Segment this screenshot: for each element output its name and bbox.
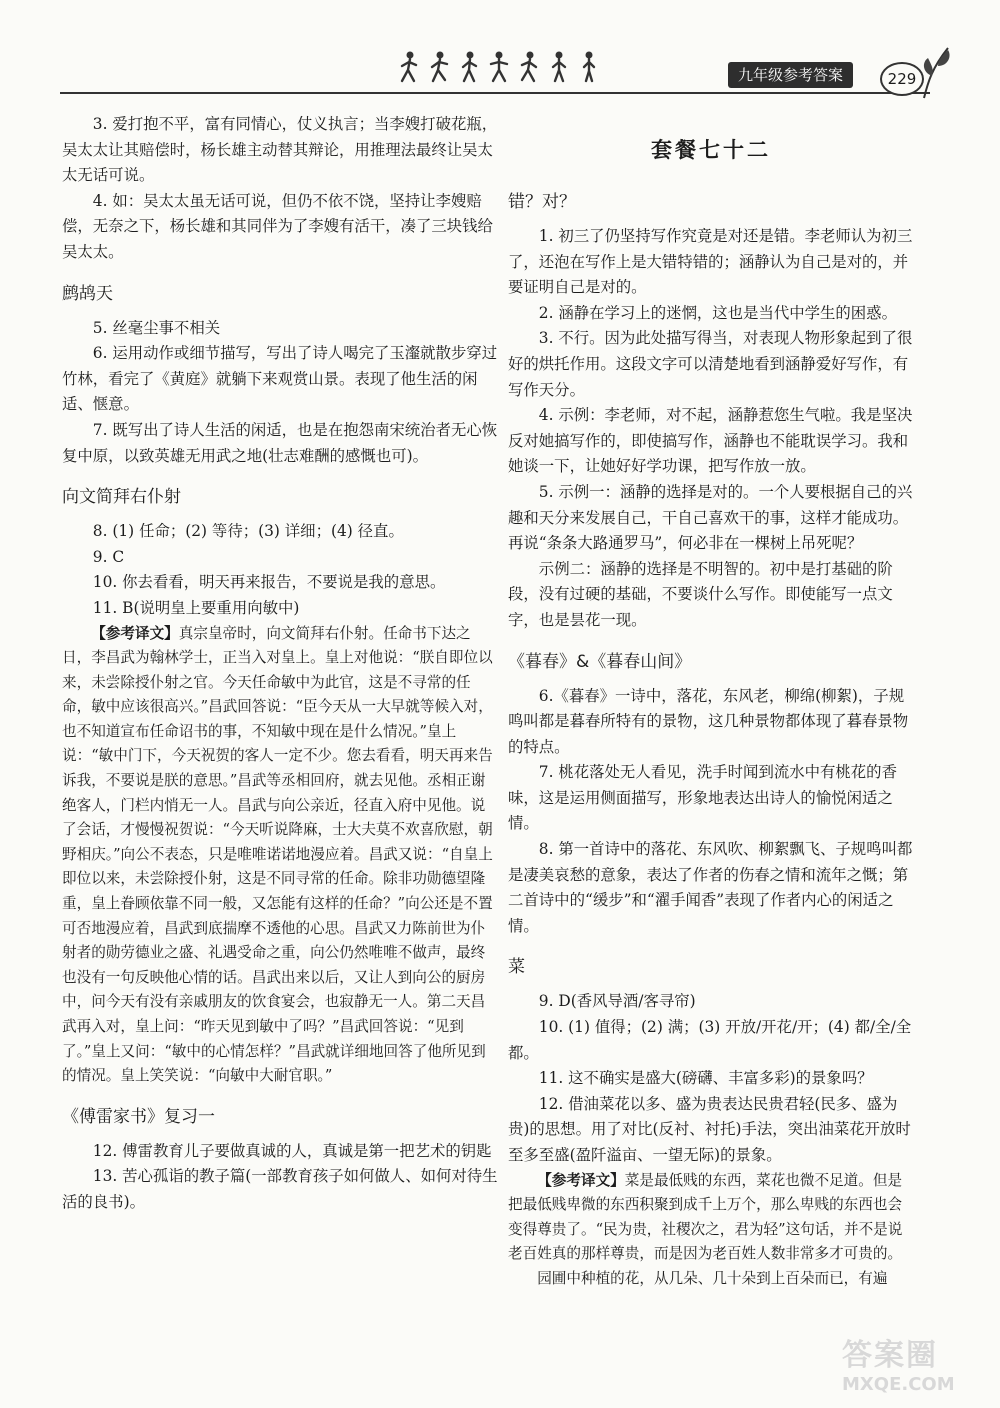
section-heading: 鹧鸪天 xyxy=(62,283,113,304)
runner-icon xyxy=(518,50,540,84)
answer-10: 10. (1) 值得；(2) 满；(3) 开放/开花/开；(4) 都/全/全都。 xyxy=(508,1018,912,1062)
answer-7: 7. 既写出了诗人生活的闲适，也是在抱怨南宋统治者无心恢复中原，以致英雄无用武之地(壮志难酬的感慨也可)。 xyxy=(62,420,498,465)
runner-icon xyxy=(578,50,600,84)
watermark-text: 答案圈 xyxy=(842,1338,938,1373)
answer-6: 6. 运用动作或细节描写，写出了诗人喝完了玉瀣就散步穿过竹林，看完了《黄庭》就躺下来观赏山景。表现了他生活的闲适、惬意。 xyxy=(62,344,498,414)
set-title: 套餐七十二 xyxy=(651,137,771,162)
translation-text: 真宗皇帝时，向文简拜右仆射。任命书下达之日，李昌武为翰林学士，正当入对皇上。皇上对他说：“朕自即位以来，未尝除授仆射之官。今天任命敏中为此官，这是不寻常的任命，敏中应该很高兴。”昌武回答说：“臣今天从一大早就等候入对，也不知道宣布任命诏书的事，不知敏中现在是什么情况。”皇上说：“敏中门下，今天祝贺的客人一定不少。您去看看，明天再来告诉我，不要说是朕的意思。”昌武等丞相回府，就去见他。丞相正谢绝客人，门栏内悄无一人。昌武与向公亲近，径直入府中见他。说了会话，才慢慢祝贺说：“今天听说降麻，士大夫莫不欢喜欣慰，朝野相庆。”向公不表态，只是唯唯诺诺地漫应着。昌武又说：“自皇上即位以来，未尝除授仆射，这是不同寻常的任命。除非功勋德望隆重，皇上眷顾依靠不同一般，又怎能有这样的任命？”向公还是不置可否地漫应着，昌武到底揣摩不透他的心思。昌武又力陈前世为仆射者的勋劳德业之盛、礼遇受命之重，向公仍然唯唯不做声，最终也没有一句反映他心情的话。昌武出来以后，又让人到向公的厨房中，问今天有没有亲戚朋友的饮食宴会，也寂静无一人。第二天昌武再入对，皇上问：“昨天见到敏中了吗？”昌武回答说：“见到了。”皇上又问：“敏中的心情怎样？”昌武就详细地回答了他所见到的情况。皇上笑笑说：“向敏中大耐官职。” xyxy=(62,624,493,1085)
translation-continuation: 园圃中种植的花，从几朵、几十朵到上百朵而已，有遍 xyxy=(537,1269,888,1287)
translation-label: 【参考译文】 xyxy=(537,1171,625,1189)
left-column xyxy=(62,112,498,1216)
section-heading: 错？对？ xyxy=(508,192,576,212)
translation-text: 菜是最低贱的东西，菜花也微不足道。但是把最低贱卑微的东西积聚到成千上万个，那么卑贱的东西也会变得尊贵了。“民为贵，社稷次之，君为轻”这句话，并不是说老百姓真的那样尊贵，而是因为老百姓人数非常多才可贵的。 xyxy=(508,1171,903,1263)
page-number: 229 xyxy=(880,62,924,96)
watermark-url: MXQE.COM xyxy=(842,1374,955,1395)
answer-9: 9. D(香风导酒/客寻帘) xyxy=(538,992,696,1011)
section-heading: 《暮春》&《暮春山间》 xyxy=(508,651,692,672)
answer-5: 5. 丝毫尘事不相关 xyxy=(92,318,221,337)
leaf-ornament-icon xyxy=(918,42,954,102)
runner-figures xyxy=(398,50,600,84)
grade-tag: 九年级参考答案 xyxy=(728,62,853,88)
answer-3: 3. 爱打抱不平，富有同情心，仗义执言；当李嫂打破花瓶，吴太太让其赔偿时，杨长雄主动替其辩论，用推理法最终让吴太太无话可说。 xyxy=(62,115,498,185)
right-column xyxy=(508,112,914,1292)
answer-1: 1. 初三了仍坚持写作究竟是对还是错。李老师认为初三了，还泡在写作上是大错特错的；涵静认为自己是对的，并要证明自己是对的。 xyxy=(508,227,913,297)
answer-3: 3. 不行。因为此处描写得当，对表现人物形象起到了很好的烘托作用。这段文字可以清楚地看到涵静爱好写作，有写作天分。 xyxy=(508,329,913,399)
section-heading: 向文简拜右仆射 xyxy=(62,487,181,508)
section-heading: 《傅雷家书》复习一 xyxy=(62,1106,215,1127)
runner-icon xyxy=(428,50,450,84)
runner-icon xyxy=(458,50,480,84)
answer-2: 2. 涵静在学习上的迷惘，这也是当代中学生的困惑。 xyxy=(538,303,897,322)
runner-icon xyxy=(398,50,420,84)
reference-translation xyxy=(508,1169,914,1267)
answer-4: 4. 示例：李老师，对不起，涵静惹您生气啦。我是坚决反对她搞写作的，即使搞写作，涵静也不能耽误学习。我和她谈一下，让她好好学功课，把写作放一放。 xyxy=(508,406,913,476)
translation-label: 【参考译文】 xyxy=(91,624,179,642)
watermark-logo xyxy=(842,1338,992,1402)
reference-translation xyxy=(62,622,498,1089)
answer-10: 10. 你去看看，明天再来报告，不要说是我的意思。 xyxy=(92,573,446,592)
answer-8: 8. (1) 任命；(2) 等待；(3) 详细；(4) 径直。 xyxy=(92,522,404,541)
answer-9: 9. C xyxy=(92,547,125,566)
answer-12: 12. 傅雷教育儿子要做真诚的人，真诚是第一把艺术的钥匙 xyxy=(92,1141,492,1160)
answer-13: 13. 苦心孤诣的教子篇(一部教育孩子如何做人、如何对待生活的良书)。 xyxy=(62,1167,498,1211)
answer-11: 11. 这不确实是盛大(磅礴、丰富多彩)的景象吗？ xyxy=(538,1069,873,1088)
answer-8: 8. 第一首诗中的落花、东风吹、柳絮飘飞、子规鸣叫都是凄美哀愁的意象，表达了作者的伤春之情和流年之慨；第二首诗中的“缓步”和“濯手闻香”表现了作者内心的闲适之情。 xyxy=(508,840,913,935)
answer-11: 11. B(说明皇上要重用向敏中) xyxy=(92,598,300,617)
answer-4: 4. 如：吴太太虽无话可说，但仍不依不饶，坚持让李嫂赔偿，无奈之下，杨长雄和其同伴为了李嫂有活干，凑了三块钱给吴太太。 xyxy=(62,191,493,261)
runner-icon xyxy=(488,50,510,84)
header-rule xyxy=(60,92,930,94)
runner-icon xyxy=(548,50,570,84)
answer-6: 6.《暮春》一诗中，落花，东风老，柳绵(柳絮)，子规鸣叫都是暮春所特有的景物，这几种景物都体现了暮春景物的特点。 xyxy=(508,686,909,756)
answer-5: 5. 示例一：涵静的选择是对的。一个人要根据自己的兴趣和天分来发展自己，干自己喜欢干的事，这样才能成功。再说“条条大路通罗马”，何必非在一棵树上吊死呢？ xyxy=(508,482,913,553)
section-heading: 菜 xyxy=(508,957,525,978)
answer-7: 7. 桃花落处无人看见，洗手时闻到流水中有桃花的香味，这是运用侧面描写，形象地表达出诗人的愉悦闲适之情。 xyxy=(508,763,897,833)
page-header xyxy=(0,0,1000,110)
answer-12: 12. 借油菜花以多、盛为贵表达民贵君轻(民多、盛为贵)的思想。用了对比(反衬、衬托)手法，突出油菜花开放时至多至盛(盈阡溢亩、一望无际)的景象。 xyxy=(508,1094,911,1164)
answer-5-example-2: 示例二：涵静的选择是不明智的。初中是打基础的阶段，没有过硬的基础，不要谈什么写作。即使能写一点文字，也是昙花一现。 xyxy=(508,559,893,629)
